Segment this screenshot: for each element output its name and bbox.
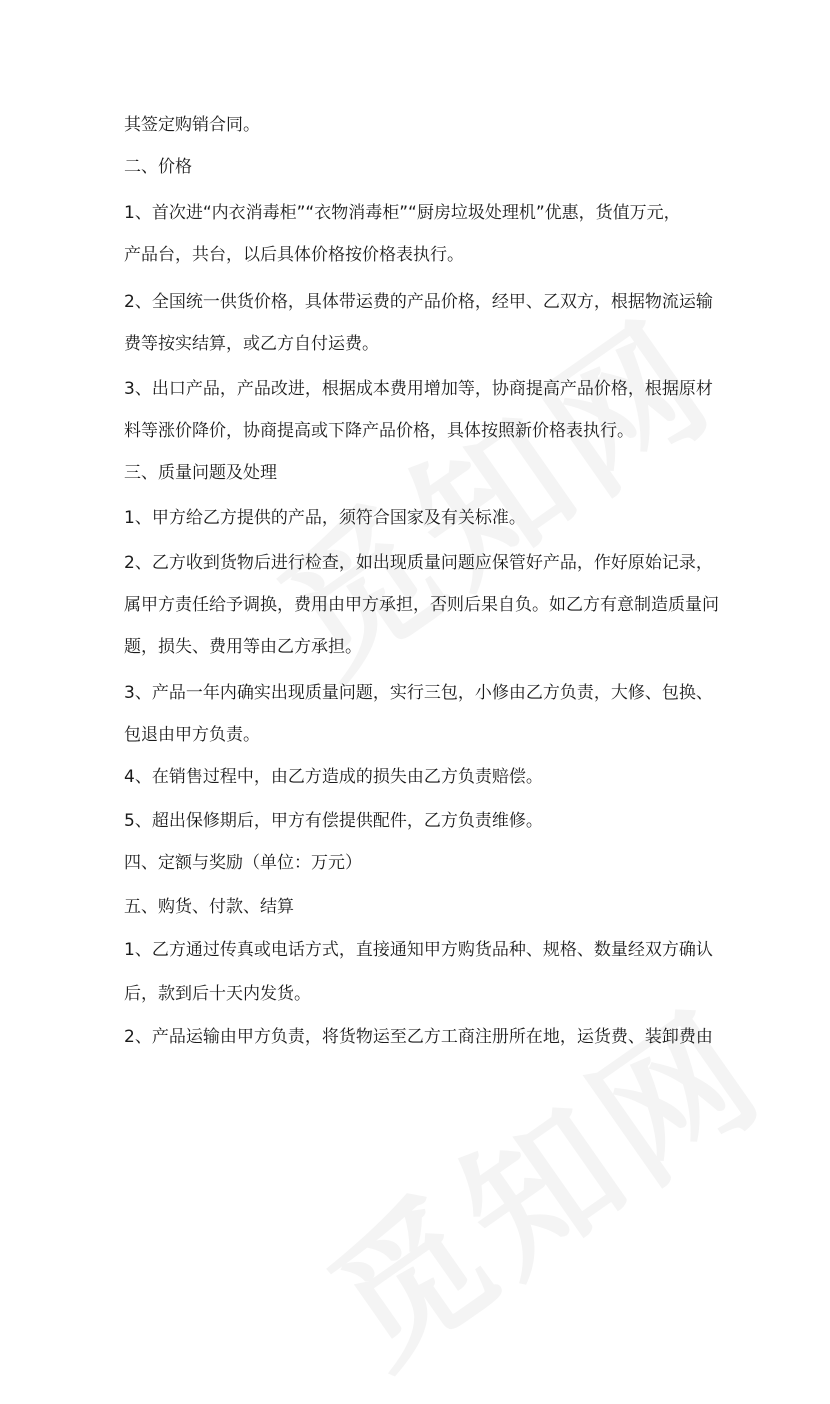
text-line: 包退由甲方负责。 [124, 725, 260, 745]
text-line: 属甲方责任给予调换，费用由甲方承担，否则后果自负。如乙方有意制造质量问 [124, 595, 719, 615]
text-line: 1、甲方给乙方提供的产品，须符合国家及有关标准。 [124, 508, 526, 528]
text-line: 1、乙方通过传真或电话方式，直接通知甲方购货品种、规格、数量经双方确认 [124, 940, 713, 960]
text-line: 2、乙方收到货物后进行检查，如出现质量问题应保管好产品，作好原始记录， [124, 553, 713, 573]
text-line: 4、在销售过程中，由乙方造成的损失由乙方负责赔偿。 [124, 767, 543, 787]
text-line: 3、出口产品，产品改进，根据成本费用增加等，协商提高产品价格，根据原材 [124, 379, 713, 399]
text-line: 5、超出保修期后，甲方有偿提供配件，乙方负责维修。 [124, 811, 543, 831]
section-heading: 三、质量问题及处理 [124, 463, 277, 483]
text-line: 1、首次进“内衣消毒柜”“衣物消毒柜”“厨房垃圾处理机”优惠，货值万元， [124, 203, 681, 223]
section-heading: 四、定额与奖励（单位：万元） [124, 853, 362, 873]
text-line: 后，款到后十天内发货。 [124, 984, 311, 1004]
text-line: 其签定购销合同。 [124, 115, 260, 135]
text-line: 料等涨价降价，协商提高或下降产品价格，具体按照新价格表执行。 [124, 421, 634, 441]
text-line: 2、全国统一供货价格，具体带运费的产品价格，经甲、乙双方，根据物流运输 [124, 292, 713, 312]
text-line: 产品台，共台，以后具体价格按价格表执行。 [124, 245, 464, 265]
section-heading: 二、价格 [124, 157, 192, 177]
section-heading: 五、购货、付款、结算 [124, 897, 294, 917]
text-line: 2、产品运输由甲方负责，将货物运至乙方工商注册所在地，运货费、装卸费由 [124, 1027, 713, 1047]
text-line: 费等按实结算，或乙方自付运费。 [124, 334, 379, 354]
text-line: 3、产品一年内确实出现质量问题，实行三包，小修由乙方负责，大修、包换、 [124, 683, 713, 703]
text-line: 题，损失、费用等由乙方承担。 [124, 637, 362, 657]
watermark [281, 952, 798, 1404]
